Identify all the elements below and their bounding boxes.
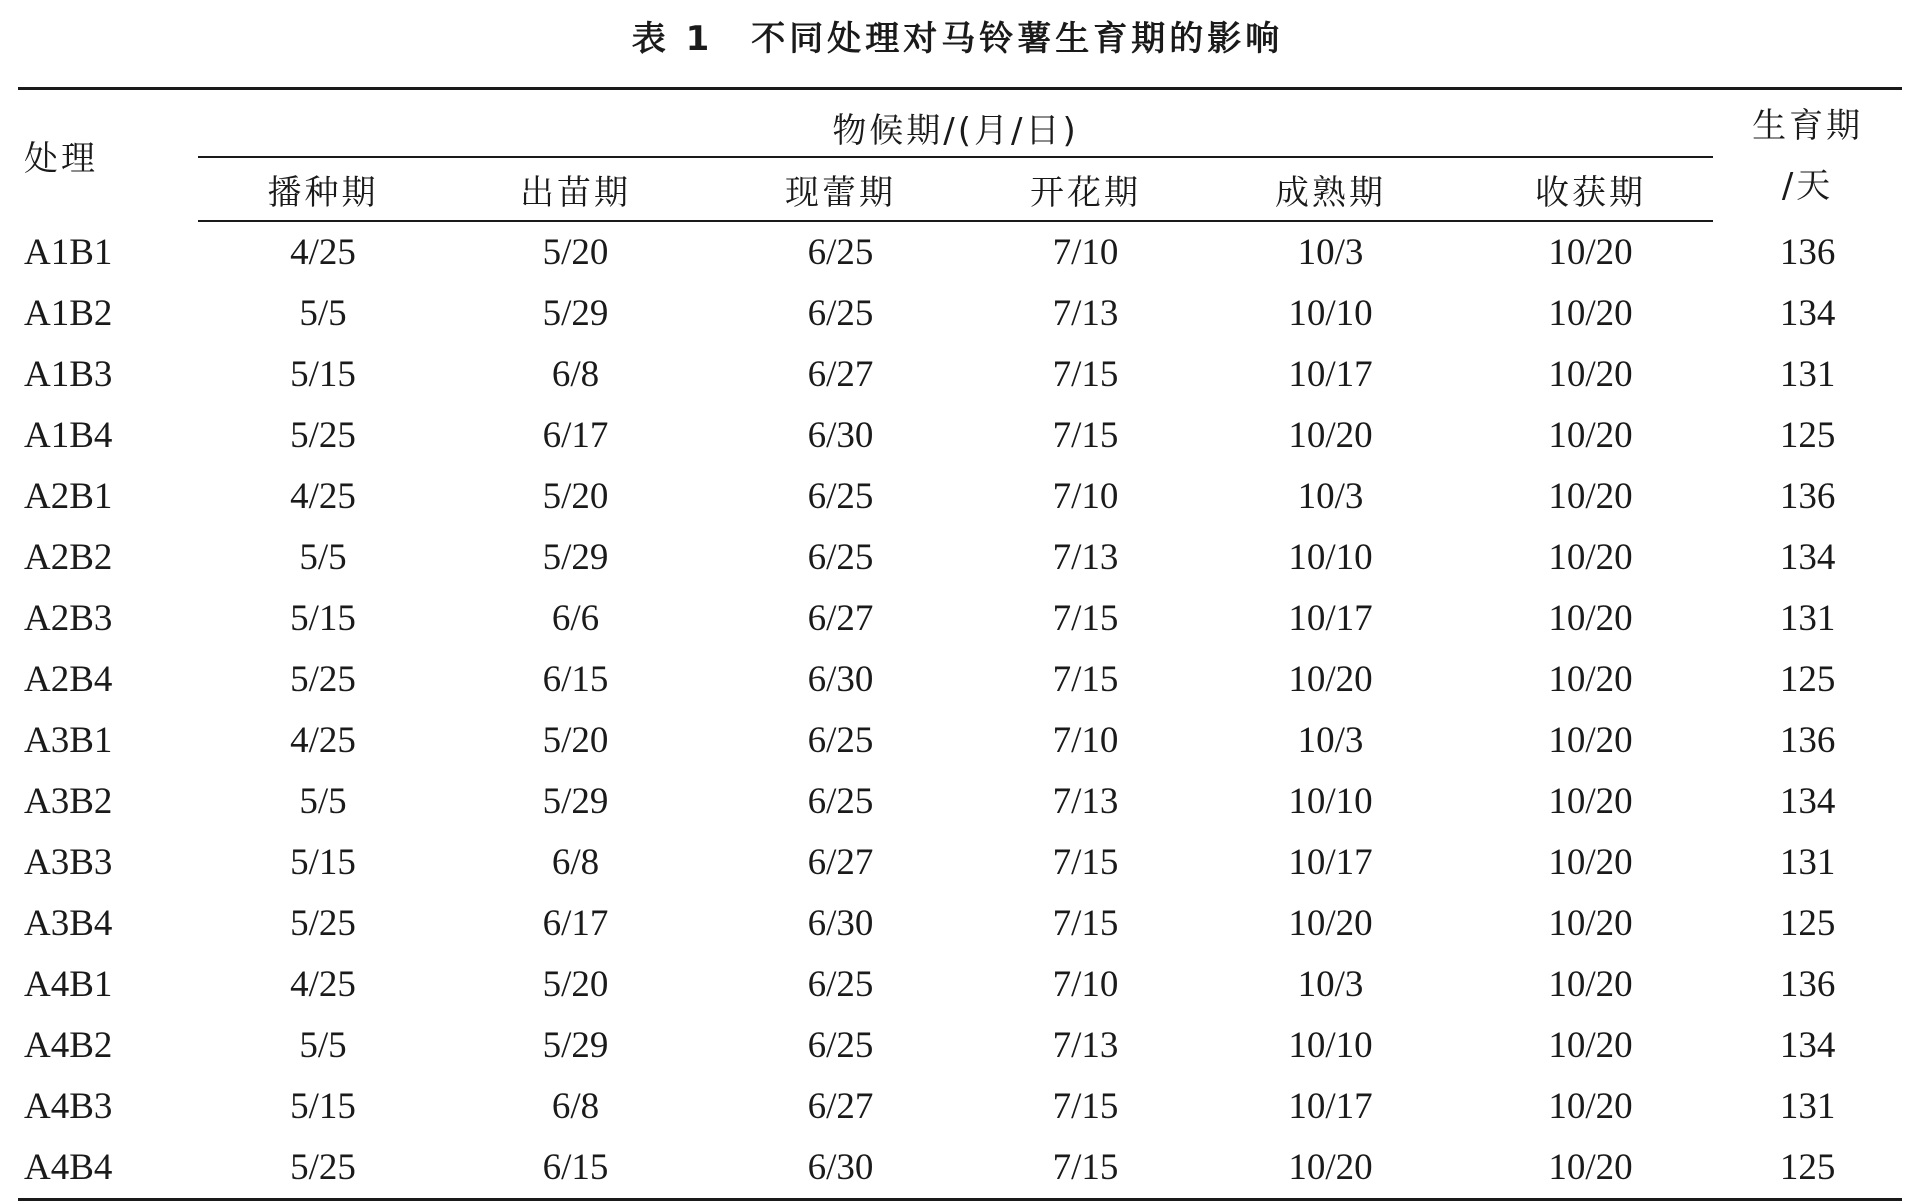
- harvest-date-cell: 10/20: [1548, 903, 1633, 944]
- growth-period-header: [1713, 89, 1902, 222]
- emergence-date-cell: 6/15: [542, 659, 609, 700]
- growth-days-cell: 125: [1713, 1137, 1902, 1200]
- table-row: [18, 893, 1902, 954]
- flowering-date-cell: 7/15: [1052, 415, 1119, 456]
- emergence-date-cell: 6/15: [448, 1137, 703, 1200]
- table-row: [18, 710, 1902, 771]
- growth-days-cell: 125: [1779, 659, 1836, 700]
- phenology-group-header: 物候期/(月/日): [198, 89, 1713, 158]
- harvest-date-cell: 10/20: [1548, 476, 1633, 517]
- growth-days-cell: 136: [1779, 231, 1836, 273]
- table-row: [18, 1076, 1902, 1137]
- budding-date-cell: 6/25: [807, 1025, 874, 1066]
- emergence-date-cell: 6/17: [542, 415, 609, 456]
- growth-days-cell: 136: [1779, 720, 1836, 761]
- treatment-cell: A3B2: [24, 781, 113, 822]
- maturity-date-cell: 10/20: [1288, 415, 1373, 456]
- treatment-cell: A3B4: [24, 903, 113, 944]
- growth-days-cell: 131: [1779, 598, 1836, 639]
- budding-date-cell: 6/30: [807, 415, 874, 456]
- growth-period-header-line1: 生育期: [1752, 105, 1864, 146]
- phase-header-maturity: 成熟期: [1193, 157, 1468, 221]
- budding-date-cell: 6/27: [807, 354, 874, 395]
- sowing-date-cell: 5/15: [290, 1086, 356, 1127]
- flowering-date-cell: 7/15: [1052, 598, 1119, 639]
- header-row-1: [18, 89, 1902, 158]
- table-title: 不同处理对马铃薯生育期的影响: [751, 19, 1284, 59]
- flowering-date-cell: 7/10: [1052, 232, 1119, 273]
- emergence-date-cell: 5/20: [542, 720, 609, 761]
- sowing-date-cell: 4/25: [290, 232, 356, 273]
- growth-days-cell: 125: [1779, 903, 1836, 944]
- harvest-date-cell: 10/20: [1548, 842, 1633, 883]
- flowering-date-cell: 7/13: [1052, 537, 1119, 578]
- table-row: [18, 588, 1902, 649]
- emergence-date-cell: 6/17: [542, 903, 609, 944]
- flowering-date-cell: 7/10: [1052, 720, 1119, 761]
- growth-period-table: [18, 87, 1902, 1201]
- harvest-date-cell: 10/20: [1548, 1025, 1633, 1066]
- maturity-date-cell: 10/3: [1297, 964, 1364, 1005]
- header-row-2: [18, 157, 1902, 221]
- table-row: [18, 1137, 1902, 1200]
- phase-header-sowing: 播种期: [198, 157, 448, 221]
- budding-date-cell: 6/27: [807, 842, 874, 883]
- growth-days-cell: 136: [1779, 476, 1836, 517]
- table-row: [18, 466, 1902, 527]
- sowing-date-cell: 5/25: [290, 903, 356, 944]
- emergence-date-cell: 5/20: [542, 476, 609, 517]
- budding-date-cell: 6/25: [807, 476, 874, 517]
- treatment-cell: A3B1: [24, 720, 113, 761]
- budding-date-cell: 6/25: [807, 781, 874, 822]
- table-row: [18, 283, 1902, 344]
- emergence-date-cell: 5/29: [542, 537, 609, 578]
- harvest-date-cell: 10/20: [1548, 415, 1633, 456]
- harvest-date-cell: 10/20: [1468, 1137, 1713, 1200]
- sowing-date-cell: 5/5: [299, 537, 347, 578]
- maturity-date-cell: 10/3: [1297, 476, 1364, 517]
- table-row: [18, 1015, 1902, 1076]
- budding-date-cell: 6/27: [807, 598, 874, 639]
- flowering-date-cell: 7/15: [978, 1137, 1193, 1200]
- emergence-date-cell: 5/20: [542, 964, 609, 1005]
- growth-days-cell: 125: [1779, 415, 1836, 456]
- harvest-date-cell: 10/20: [1548, 1086, 1633, 1127]
- flowering-date-cell: 7/15: [1052, 1086, 1119, 1127]
- flowering-date-cell: 7/13: [1052, 1025, 1119, 1066]
- table-row: [18, 405, 1902, 466]
- harvest-date-cell: 10/20: [1548, 354, 1633, 395]
- growth-days-cell: 131: [1779, 842, 1836, 883]
- maturity-date-cell: 10/10: [1288, 293, 1373, 334]
- flowering-date-cell: 7/15: [1052, 903, 1119, 944]
- maturity-date-cell: 10/3: [1297, 232, 1364, 273]
- treatment-cell: A4B3: [24, 1086, 113, 1127]
- maturity-date-cell: 10/10: [1288, 1025, 1373, 1066]
- harvest-date-cell: 10/20: [1548, 720, 1633, 761]
- treatment-cell: A4B1: [24, 964, 113, 1005]
- treatment-cell: A2B2: [24, 537, 113, 578]
- flowering-date-cell: 7/10: [1052, 964, 1119, 1005]
- growth-period-header-line2: /天: [1781, 165, 1834, 206]
- emergence-date-cell: 5/20: [542, 232, 609, 273]
- treatment-cell: A2B3: [24, 598, 113, 639]
- treatment-cell: A2B1: [24, 476, 113, 517]
- phase-header-budding: 现蕾期: [703, 157, 978, 221]
- phase-header-harvest: 收获期: [1468, 157, 1713, 221]
- growth-days-cell: 134: [1779, 1025, 1836, 1066]
- growth-days-cell: 134: [1779, 293, 1836, 334]
- maturity-date-cell: 10/20: [1288, 903, 1373, 944]
- budding-date-cell: 6/25: [807, 232, 874, 273]
- budding-date-cell: 6/27: [807, 1086, 874, 1127]
- maturity-date-cell: 10/20: [1193, 1137, 1468, 1200]
- treatment-cell: A4B2: [24, 1025, 113, 1066]
- table-caption: [0, 14, 1915, 64]
- table-row: [18, 344, 1902, 405]
- budding-date-cell: 6/30: [703, 1137, 978, 1200]
- maturity-date-cell: 10/3: [1297, 720, 1364, 761]
- sowing-date-cell: 5/5: [299, 781, 347, 822]
- budding-date-cell: 6/25: [807, 720, 874, 761]
- table-body: [18, 221, 1902, 1200]
- table-row: [18, 649, 1902, 710]
- emergence-date-cell: 5/29: [542, 1025, 609, 1066]
- growth-days-cell: 136: [1779, 964, 1836, 1005]
- sowing-date-cell: 5/25: [290, 659, 356, 700]
- growth-days-cell: 134: [1779, 781, 1836, 822]
- flowering-date-cell: 7/15: [1052, 354, 1119, 395]
- maturity-date-cell: 10/20: [1288, 659, 1373, 700]
- treatment-cell: A2B4: [24, 659, 113, 700]
- maturity-date-cell: 10/10: [1288, 781, 1373, 822]
- table-container: [18, 87, 1902, 1201]
- emergence-date-cell: 5/29: [542, 781, 609, 822]
- harvest-date-cell: 10/20: [1548, 964, 1633, 1005]
- emergence-date-cell: 6/6: [551, 598, 600, 639]
- harvest-date-cell: 10/20: [1548, 598, 1633, 639]
- sowing-date-cell: 5/15: [290, 354, 356, 395]
- emergence-date-cell: 5/29: [542, 293, 609, 334]
- treatment-cell: A3B3: [24, 842, 113, 883]
- sowing-date-cell: 5/25: [290, 415, 356, 456]
- flowering-date-cell: 7/15: [1052, 842, 1119, 883]
- treatment-cell: A1B2: [24, 293, 113, 334]
- emergence-date-cell: 6/8: [551, 1086, 600, 1127]
- maturity-date-cell: 10/17: [1288, 842, 1373, 883]
- treatment-cell: A4B4: [18, 1137, 198, 1200]
- maturity-date-cell: 10/17: [1288, 354, 1373, 395]
- budding-date-cell: 6/30: [807, 659, 874, 700]
- table-row: [18, 954, 1902, 1015]
- table-row: [18, 832, 1902, 893]
- budding-date-cell: 6/25: [807, 537, 874, 578]
- maturity-date-cell: 10/10: [1288, 537, 1373, 578]
- harvest-date-cell: 10/20: [1548, 659, 1633, 700]
- sowing-date-cell: 5/15: [290, 598, 356, 639]
- emergence-date-cell: 6/8: [551, 354, 600, 395]
- budding-date-cell: 6/25: [807, 293, 874, 334]
- table-number: 表 1: [631, 19, 714, 59]
- growth-days-cell: 134: [1779, 537, 1836, 578]
- maturity-date-cell: 10/17: [1288, 1086, 1373, 1127]
- table-row: [18, 527, 1902, 588]
- harvest-date-cell: 10/20: [1548, 781, 1633, 822]
- treatment-cell: A1B3: [24, 354, 113, 395]
- sowing-date-cell: 5/25: [198, 1137, 448, 1200]
- harvest-date-cell: 10/20: [1548, 537, 1633, 578]
- sowing-date-cell: 4/25: [290, 476, 356, 517]
- sowing-date-cell: 4/25: [290, 964, 356, 1005]
- budding-date-cell: 6/30: [807, 903, 874, 944]
- growth-days-cell: 131: [1779, 354, 1836, 395]
- sowing-date-cell: 4/25: [290, 720, 356, 761]
- treatment-cell: A1B1: [24, 231, 113, 273]
- budding-date-cell: 6/25: [807, 964, 874, 1005]
- treatment-header: 处理: [18, 89, 198, 222]
- treatment-cell: A1B4: [24, 415, 113, 456]
- sowing-date-cell: 5/5: [299, 293, 347, 334]
- harvest-date-cell: 10/20: [1548, 232, 1633, 273]
- table-row: [18, 771, 1902, 832]
- maturity-date-cell: 10/17: [1288, 598, 1373, 639]
- phase-header-emergence: 出苗期: [448, 157, 703, 221]
- table-row: [18, 221, 1902, 283]
- growth-days-cell: 131: [1779, 1086, 1836, 1127]
- flowering-date-cell: 7/15: [1052, 659, 1119, 700]
- emergence-date-cell: 6/8: [551, 842, 600, 883]
- phase-header-flowering: 开花期: [978, 157, 1193, 221]
- flowering-date-cell: 7/10: [1052, 476, 1119, 517]
- flowering-date-cell: 7/13: [1052, 781, 1119, 822]
- harvest-date-cell: 10/20: [1548, 293, 1633, 334]
- flowering-date-cell: 7/13: [1052, 293, 1119, 334]
- sowing-date-cell: 5/15: [290, 842, 356, 883]
- sowing-date-cell: 5/5: [299, 1025, 347, 1066]
